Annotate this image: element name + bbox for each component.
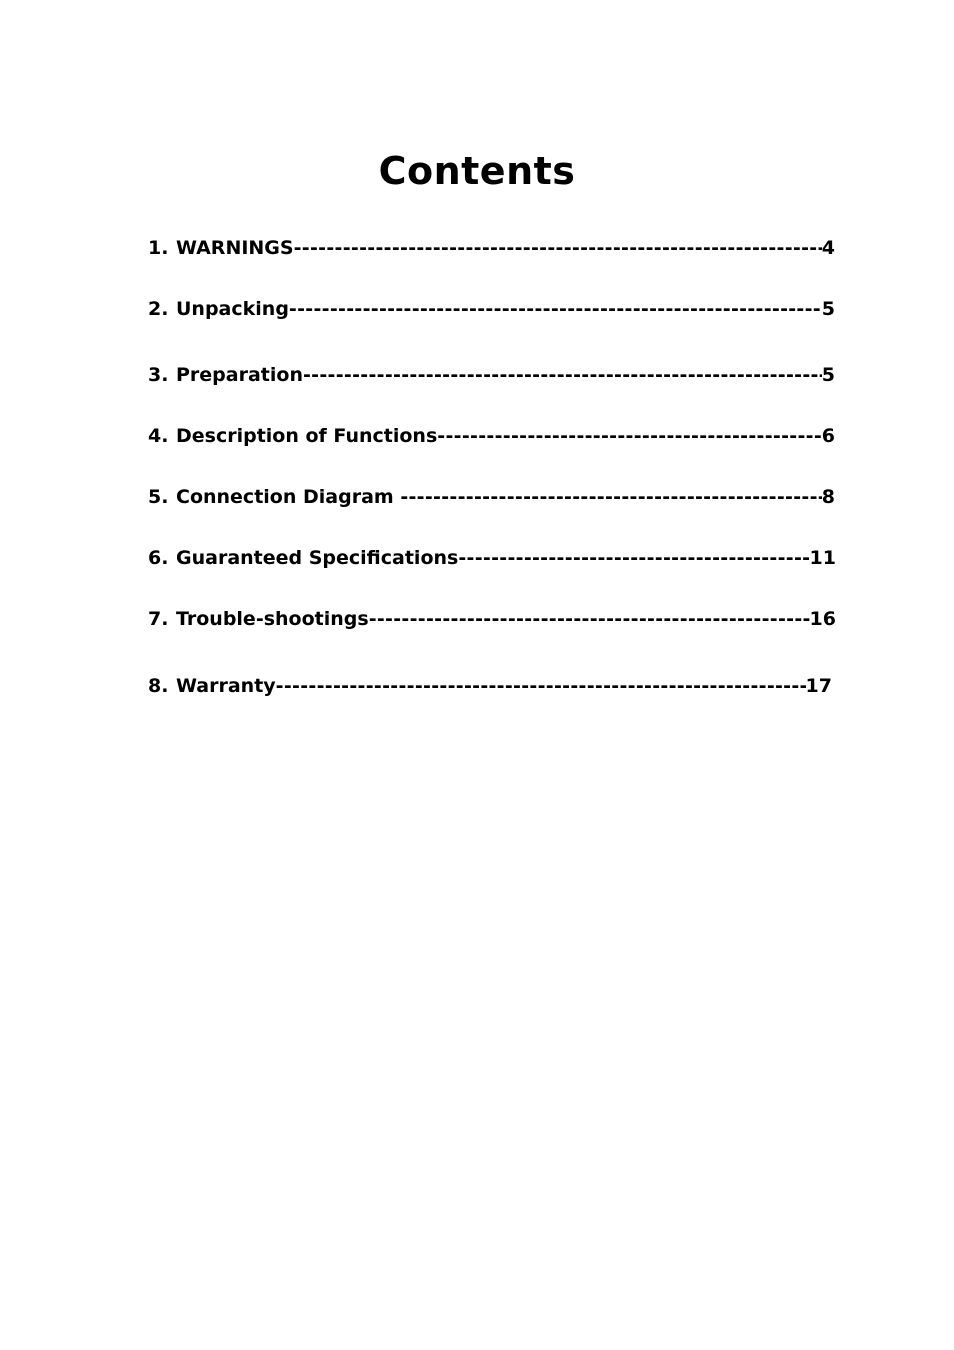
toc-dot-leader (400, 484, 821, 510)
toc-entry-page: 8 (821, 486, 835, 508)
toc-entry-preparation[interactable] (148, 362, 835, 388)
toc-entry-number: 4. (148, 425, 169, 447)
toc-entry-number: 2. (148, 298, 169, 320)
toc-entry-page: 4 (821, 237, 835, 259)
toc-entry-warranty[interactable] (148, 673, 832, 699)
toc-entry-trouble-shootings[interactable] (148, 606, 836, 632)
toc-entry-page: 16 (809, 608, 836, 630)
toc-entry-page: 17 (805, 675, 832, 697)
toc-entry-label: Guaranteed Specifications (176, 547, 459, 569)
toc-entry-label: Preparation (176, 364, 303, 386)
toc-entry-label: Description of Functions (176, 425, 438, 447)
toc-entry-description-of-functions[interactable] (148, 423, 835, 449)
toc-entry-connection-diagram[interactable] (148, 484, 835, 510)
toc-entry-page: 5 (821, 364, 835, 386)
toc-dot-leader (276, 673, 806, 699)
toc-entry-label: Connection Diagram (176, 486, 401, 508)
toc-dot-leader (303, 362, 822, 388)
toc-entry-label: WARNINGS (176, 237, 294, 259)
toc-entry-label: Unpacking (176, 298, 289, 320)
toc-dot-leader (437, 423, 821, 449)
toc-dot-leader (369, 606, 810, 632)
page-title: Contents (378, 149, 576, 193)
toc-entry-page: 11 (809, 547, 836, 569)
toc-entry-number: 3. (148, 364, 169, 386)
toc-entry-guaranteed-specifications[interactable] (148, 545, 836, 571)
toc-entry-page: 5 (821, 298, 835, 320)
toc-entry-label: Warranty (176, 675, 276, 697)
toc-entry-unpacking[interactable] (148, 296, 835, 322)
toc-entry-number: 8. (148, 675, 169, 697)
toc-entry-page: 6 (821, 425, 835, 447)
toc-entry-number: 7. (148, 608, 169, 630)
toc-dot-leader (289, 296, 822, 322)
toc-entry-number: 5. (148, 486, 169, 508)
toc-entry-number: 6. (148, 547, 169, 569)
toc-dot-leader (458, 545, 809, 571)
toc-dot-leader (294, 235, 822, 261)
toc-entry-label: Trouble-shootings (176, 608, 369, 630)
toc-entry-warnings[interactable] (148, 235, 835, 261)
toc-entry-number: 1. (148, 237, 169, 259)
